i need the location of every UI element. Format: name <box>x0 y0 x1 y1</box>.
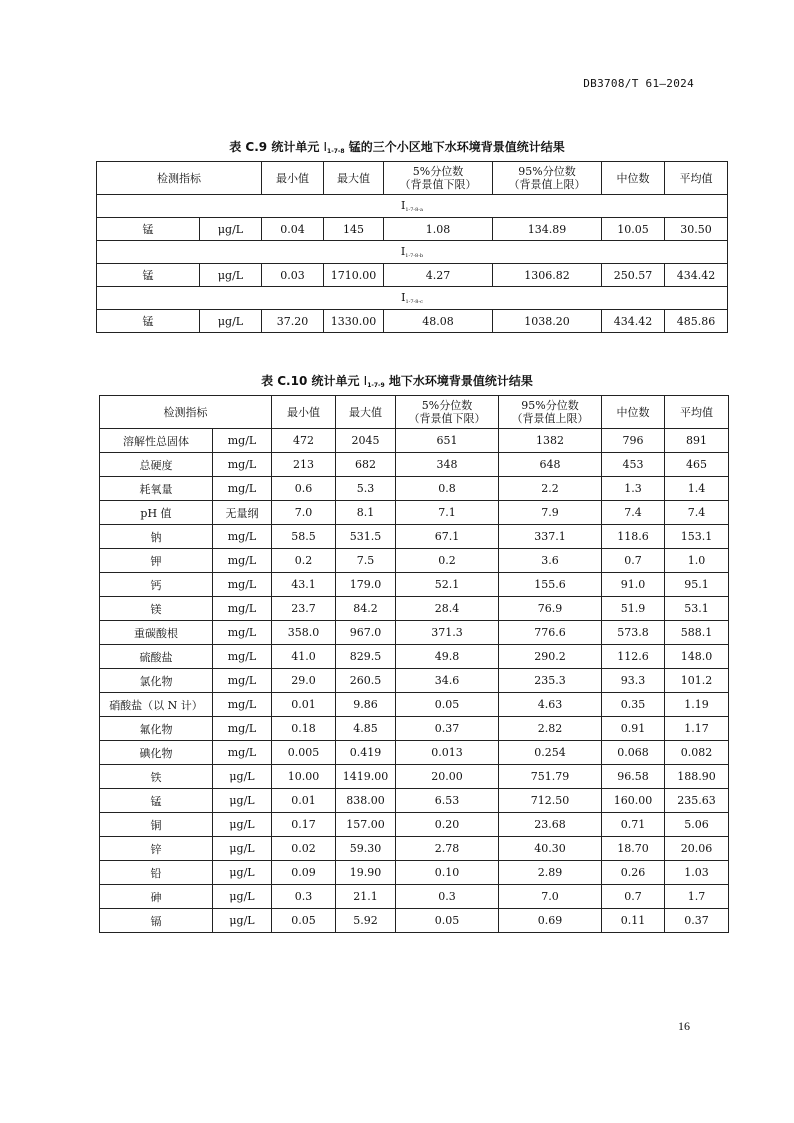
cell-median: 51.9 <box>602 597 665 621</box>
cell-indicator: 耗氧量 <box>100 477 213 501</box>
cell-max: 19.90 <box>336 861 396 885</box>
cell-median: 10.05 <box>602 218 665 241</box>
cell-max: 1710.00 <box>324 264 384 287</box>
cell-mean: 235.63 <box>665 789 729 813</box>
cell-median: 0.7 <box>602 549 665 573</box>
cell-indicator: 镁 <box>100 597 213 621</box>
cell-unit: μg/L <box>213 861 272 885</box>
cell-min: 472 <box>272 429 336 453</box>
table-row <box>100 765 729 789</box>
header-min: 最小值 <box>262 162 324 195</box>
cell-p5: 28.4 <box>396 597 499 621</box>
header-p5-line2: （背景值下限） <box>408 412 486 425</box>
table-row <box>100 477 729 501</box>
cell-mean: 53.1 <box>665 597 729 621</box>
cell-min: 0.17 <box>272 813 336 837</box>
cell-min: 0.01 <box>272 789 336 813</box>
cell-min: 43.1 <box>272 573 336 597</box>
header-p5 <box>396 396 499 429</box>
section-subscript: 1-7-8-a <box>405 207 423 213</box>
cell-p95: 337.1 <box>499 525 602 549</box>
cell-indicator: 铜 <box>100 813 213 837</box>
cell-max: 4.85 <box>336 717 396 741</box>
cell-unit: μg/L <box>213 837 272 861</box>
cell-p95: 23.68 <box>499 813 602 837</box>
cell-p5: 651 <box>396 429 499 453</box>
section-subscript: 1-7-8-c <box>405 299 423 305</box>
cell-unit: mg/L <box>213 621 272 645</box>
cell-indicator: 钙 <box>100 573 213 597</box>
cell-max: 829.5 <box>336 645 396 669</box>
cell-indicator: 锰 <box>97 264 200 287</box>
table-row <box>100 573 729 597</box>
section-label <box>97 287 728 310</box>
cell-mean: 465 <box>665 453 729 477</box>
cell-p95: 155.6 <box>499 573 602 597</box>
header-p95-line1: 95%分位数 <box>518 165 576 178</box>
table-c9-caption-roman: Ⅰ <box>323 140 328 154</box>
table-c9-caption-prefix: 表 C.9 统计单元 <box>229 140 324 154</box>
header-min: 最小值 <box>272 396 336 429</box>
cell-max: 84.2 <box>336 597 396 621</box>
cell-min: 0.2 <box>272 549 336 573</box>
cell-median: 93.3 <box>602 669 665 693</box>
cell-median: 118.6 <box>602 525 665 549</box>
cell-median: 0.35 <box>602 693 665 717</box>
cell-mean: 148.0 <box>665 645 729 669</box>
cell-min: 0.005 <box>272 741 336 765</box>
cell-max: 531.5 <box>336 525 396 549</box>
cell-p95: 0.69 <box>499 909 602 933</box>
cell-p5: 371.3 <box>396 621 499 645</box>
table-row <box>100 789 729 813</box>
table-c10-caption-sub: 1-7-9 <box>367 382 385 389</box>
cell-min: 58.5 <box>272 525 336 549</box>
cell-p5: 2.78 <box>396 837 499 861</box>
cell-median: 0.26 <box>602 861 665 885</box>
cell-median: 0.068 <box>602 741 665 765</box>
table-row <box>100 429 729 453</box>
header-p95 <box>499 396 602 429</box>
cell-indicator: 锰 <box>97 218 200 241</box>
cell-unit: mg/L <box>213 669 272 693</box>
cell-unit: mg/L <box>213 549 272 573</box>
cell-max: 9.86 <box>336 693 396 717</box>
cell-max: 967.0 <box>336 621 396 645</box>
cell-p95: 2.82 <box>499 717 602 741</box>
cell-p5: 348 <box>396 453 499 477</box>
table-c10-caption <box>0 372 794 389</box>
cell-unit: μg/L <box>213 765 272 789</box>
document-code: DB3708/T 61—2024 <box>583 77 694 90</box>
cell-p5: 0.10 <box>396 861 499 885</box>
cell-p95: 1382 <box>499 429 602 453</box>
cell-p95: 2.89 <box>499 861 602 885</box>
cell-p95: 648 <box>499 453 602 477</box>
cell-indicator: 氟化物 <box>100 717 213 741</box>
header-mean: 平均值 <box>665 162 728 195</box>
cell-min: 0.3 <box>272 885 336 909</box>
cell-median: 434.42 <box>602 310 665 333</box>
cell-p95: 76.9 <box>499 597 602 621</box>
cell-unit: mg/L <box>213 597 272 621</box>
cell-mean: 30.50 <box>665 218 728 241</box>
cell-p95: 751.79 <box>499 765 602 789</box>
table-c9 <box>96 161 728 333</box>
cell-min: 0.03 <box>262 264 324 287</box>
cell-max: 2045 <box>336 429 396 453</box>
section-roman: Ⅰ <box>401 291 406 304</box>
section-label <box>97 195 728 218</box>
header-median: 中位数 <box>602 396 665 429</box>
cell-max: 179.0 <box>336 573 396 597</box>
table-row <box>100 741 729 765</box>
cell-max: 1330.00 <box>324 310 384 333</box>
header-max: 最大值 <box>324 162 384 195</box>
cell-median: 96.58 <box>602 765 665 789</box>
table-row <box>100 669 729 693</box>
cell-unit: μg/L <box>200 218 262 241</box>
table-c9-body <box>97 195 728 333</box>
header-mean: 平均值 <box>665 396 729 429</box>
cell-indicator: 锰 <box>100 789 213 813</box>
header-median: 中位数 <box>602 162 665 195</box>
cell-mean: 0.082 <box>665 741 729 765</box>
cell-p95: 2.2 <box>499 477 602 501</box>
cell-indicator: 锰 <box>97 310 200 333</box>
cell-indicator: 锌 <box>100 837 213 861</box>
cell-p5: 0.05 <box>396 909 499 933</box>
cell-p5: 20.00 <box>396 765 499 789</box>
table-c9-caption <box>0 138 794 155</box>
section-row <box>97 287 728 310</box>
cell-min: 23.7 <box>272 597 336 621</box>
table-c10 <box>99 395 729 933</box>
section-row <box>97 241 728 264</box>
cell-indicator: pH 值 <box>100 501 213 525</box>
cell-unit: μg/L <box>200 264 262 287</box>
cell-mean: 434.42 <box>665 264 728 287</box>
table-row <box>100 717 729 741</box>
page-number: 16 <box>678 1019 690 1033</box>
cell-max: 59.30 <box>336 837 396 861</box>
table-row <box>100 861 729 885</box>
table-c10-caption-prefix: 表 C.10 统计单元 <box>261 374 364 388</box>
table-c9-header-row <box>97 162 728 195</box>
cell-max: 838.00 <box>336 789 396 813</box>
cell-min: 0.01 <box>272 693 336 717</box>
table-c9-caption-suffix: 锰的三个小区地下水环境背景值统计结果 <box>344 140 565 154</box>
cell-indicator: 总硬度 <box>100 453 213 477</box>
cell-mean: 7.4 <box>665 501 729 525</box>
cell-unit: mg/L <box>213 477 272 501</box>
cell-min: 10.00 <box>272 765 336 789</box>
cell-indicator: 砷 <box>100 885 213 909</box>
section-roman: Ⅰ <box>400 245 406 258</box>
cell-unit: μg/L <box>213 885 272 909</box>
section-row <box>97 195 728 218</box>
cell-max: 8.1 <box>336 501 396 525</box>
cell-p5: 0.20 <box>396 813 499 837</box>
header-indicator: 检测指标 <box>100 396 272 429</box>
header-p5-line2: （背景值下限） <box>399 178 477 191</box>
cell-max: 682 <box>336 453 396 477</box>
cell-mean: 188.90 <box>665 765 729 789</box>
cell-indicator: 重碳酸根 <box>100 621 213 645</box>
cell-p5: 49.8 <box>396 645 499 669</box>
cell-unit: mg/L <box>213 525 272 549</box>
cell-p5: 0.05 <box>396 693 499 717</box>
cell-min: 358.0 <box>272 621 336 645</box>
table-row <box>100 597 729 621</box>
cell-min: 0.09 <box>272 861 336 885</box>
cell-unit: mg/L <box>213 453 272 477</box>
cell-mean: 485.86 <box>665 310 728 333</box>
cell-unit: μg/L <box>213 909 272 933</box>
cell-min: 0.18 <box>272 717 336 741</box>
cell-median: 0.91 <box>602 717 665 741</box>
cell-unit: μg/L <box>213 789 272 813</box>
cell-mean: 0.37 <box>665 909 729 933</box>
cell-p95: 1038.20 <box>493 310 602 333</box>
cell-mean: 1.0 <box>665 549 729 573</box>
header-p95-line2: （背景值上限） <box>511 412 589 425</box>
cell-p95: 0.254 <box>499 741 602 765</box>
cell-unit: μg/L <box>200 310 262 333</box>
cell-mean: 1.19 <box>665 693 729 717</box>
cell-unit: μg/L <box>213 813 272 837</box>
cell-mean: 588.1 <box>665 621 729 645</box>
cell-median: 7.4 <box>602 501 665 525</box>
cell-p5: 6.53 <box>396 789 499 813</box>
cell-indicator: 铅 <box>100 861 213 885</box>
header-p95-line2: （背景值上限） <box>508 178 586 191</box>
table-row <box>100 885 729 909</box>
table-row <box>100 693 729 717</box>
cell-min: 213 <box>272 453 336 477</box>
table-row <box>97 310 728 333</box>
cell-median: 160.00 <box>602 789 665 813</box>
cell-p5: 4.27 <box>384 264 493 287</box>
table-row <box>97 218 728 241</box>
cell-p95: 134.89 <box>493 218 602 241</box>
cell-max: 7.5 <box>336 549 396 573</box>
cell-p95: 40.30 <box>499 837 602 861</box>
cell-p95: 7.0 <box>499 885 602 909</box>
cell-indicator: 溶解性总固体 <box>100 429 213 453</box>
cell-unit: mg/L <box>213 741 272 765</box>
cell-mean: 20.06 <box>665 837 729 861</box>
header-p5-line1: 5%分位数 <box>421 399 473 412</box>
cell-unit: mg/L <box>213 693 272 717</box>
cell-min: 7.0 <box>272 501 336 525</box>
cell-p95: 4.63 <box>499 693 602 717</box>
cell-min: 0.02 <box>272 837 336 861</box>
cell-indicator: 硝酸盐（以 N 计） <box>100 693 213 717</box>
table-row <box>97 264 728 287</box>
cell-p95: 3.6 <box>499 549 602 573</box>
cell-mean: 1.03 <box>665 861 729 885</box>
header-p5-line1: 5%分位数 <box>412 165 464 178</box>
cell-min: 0.05 <box>272 909 336 933</box>
cell-p5: 48.08 <box>384 310 493 333</box>
table-row <box>100 645 729 669</box>
cell-p5: 52.1 <box>396 573 499 597</box>
cell-indicator: 硫酸盐 <box>100 645 213 669</box>
cell-max: 260.5 <box>336 669 396 693</box>
cell-indicator: 氯化物 <box>100 669 213 693</box>
cell-median: 1.3 <box>602 477 665 501</box>
cell-min: 37.20 <box>262 310 324 333</box>
cell-median: 0.7 <box>602 885 665 909</box>
cell-p5: 7.1 <box>396 501 499 525</box>
table-c9-caption-sub: 1-7-8 <box>327 148 345 155</box>
cell-median: 0.11 <box>602 909 665 933</box>
header-p5 <box>384 162 493 195</box>
cell-indicator: 镉 <box>100 909 213 933</box>
cell-indicator: 碘化物 <box>100 741 213 765</box>
cell-median: 0.71 <box>602 813 665 837</box>
table-row <box>100 813 729 837</box>
table-c10-caption-roman: Ⅰ <box>363 374 368 388</box>
cell-p5: 67.1 <box>396 525 499 549</box>
cell-p95: 1306.82 <box>493 264 602 287</box>
cell-unit: 无量纲 <box>213 501 272 525</box>
cell-median: 18.70 <box>602 837 665 861</box>
table-row <box>100 453 729 477</box>
cell-p95: 235.3 <box>499 669 602 693</box>
section-label <box>97 241 728 264</box>
cell-unit: mg/L <box>213 429 272 453</box>
cell-min: 29.0 <box>272 669 336 693</box>
cell-p95: 290.2 <box>499 645 602 669</box>
table-row <box>100 549 729 573</box>
cell-median: 573.8 <box>602 621 665 645</box>
cell-mean: 95.1 <box>665 573 729 597</box>
cell-mean: 891 <box>665 429 729 453</box>
cell-mean: 153.1 <box>665 525 729 549</box>
cell-max: 5.3 <box>336 477 396 501</box>
cell-p95: 776.6 <box>499 621 602 645</box>
section-subscript: 1-7-8-b <box>405 253 424 259</box>
cell-p95: 7.9 <box>499 501 602 525</box>
table-row <box>100 501 729 525</box>
cell-mean: 1.7 <box>665 885 729 909</box>
cell-max: 157.00 <box>336 813 396 837</box>
cell-min: 0.04 <box>262 218 324 241</box>
cell-median: 91.0 <box>602 573 665 597</box>
table-c10-caption-suffix: 地下水环境背景值统计结果 <box>384 374 533 388</box>
cell-min: 0.6 <box>272 477 336 501</box>
cell-mean: 5.06 <box>665 813 729 837</box>
table-c10-body <box>100 429 729 933</box>
cell-unit: mg/L <box>213 717 272 741</box>
table-row <box>100 909 729 933</box>
cell-p5: 34.6 <box>396 669 499 693</box>
cell-p5: 0.37 <box>396 717 499 741</box>
header-p95-line1: 95%分位数 <box>521 399 579 412</box>
cell-median: 453 <box>602 453 665 477</box>
cell-p5: 0.3 <box>396 885 499 909</box>
cell-median: 112.6 <box>602 645 665 669</box>
cell-p5: 0.2 <box>396 549 499 573</box>
header-p95 <box>493 162 602 195</box>
cell-max: 1419.00 <box>336 765 396 789</box>
cell-min: 41.0 <box>272 645 336 669</box>
cell-indicator: 铁 <box>100 765 213 789</box>
cell-p95: 712.50 <box>499 789 602 813</box>
cell-median: 796 <box>602 429 665 453</box>
cell-median: 250.57 <box>602 264 665 287</box>
cell-p5: 1.08 <box>384 218 493 241</box>
cell-p5: 0.013 <box>396 741 499 765</box>
cell-max: 21.1 <box>336 885 396 909</box>
cell-mean: 1.4 <box>665 477 729 501</box>
table-row <box>100 525 729 549</box>
header-max: 最大值 <box>336 396 396 429</box>
cell-max: 0.419 <box>336 741 396 765</box>
cell-unit: mg/L <box>213 645 272 669</box>
cell-indicator: 钠 <box>100 525 213 549</box>
cell-mean: 101.2 <box>665 669 729 693</box>
section-roman: Ⅰ <box>401 199 406 212</box>
table-c10-header-row <box>100 396 729 429</box>
cell-max: 145 <box>324 218 384 241</box>
header-indicator: 检测指标 <box>97 162 262 195</box>
cell-mean: 1.17 <box>665 717 729 741</box>
table-row <box>100 621 729 645</box>
cell-unit: mg/L <box>213 573 272 597</box>
cell-indicator: 钾 <box>100 549 213 573</box>
table-row <box>100 837 729 861</box>
cell-max: 5.92 <box>336 909 396 933</box>
cell-p5: 0.8 <box>396 477 499 501</box>
